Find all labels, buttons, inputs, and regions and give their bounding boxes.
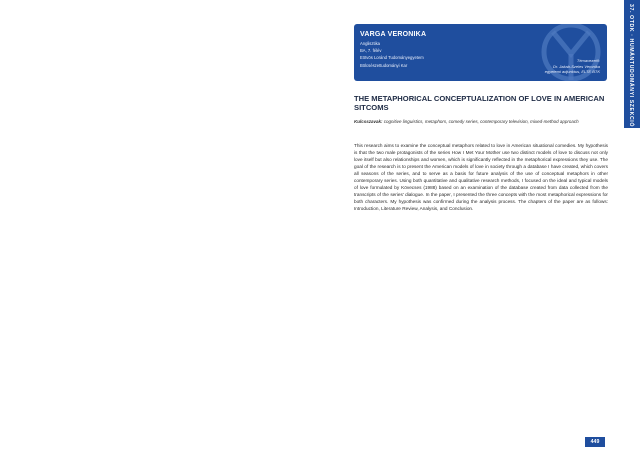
author-header-box [354, 24, 607, 81]
supervisor-label: Témavezető: [576, 58, 600, 63]
article-title: THE METAPHORICAL CONCEPTUALIZATION OF LOVE IN AMERICAN SITCOMS [354, 94, 605, 113]
author-name: VARGA VERONIKA [360, 31, 427, 38]
keywords-text: cognitive linguistics, metaphors, comedy series, contemporary television, mixed-method approach [383, 119, 579, 124]
section-side-tab [624, 0, 640, 128]
keywords-label: Kulcsszavak: [354, 119, 383, 124]
author-semester: BA, 7. félév [360, 48, 382, 54]
keywords-line [354, 119, 610, 126]
supervisor-title: egyetemi adjunktus, ELTE BTK [544, 69, 600, 75]
author-university: Eötvös Loránd Tudományegyetem [360, 55, 424, 61]
author-faculty: Bölcsészettudományi Kar [360, 62, 408, 68]
author-major: Anglisztika [360, 41, 381, 46]
supervisor-name: Dr. Jakab-Szeles Veronika [552, 63, 600, 69]
supervisor-info [545, 58, 600, 75]
page-number: 449 [585, 437, 605, 447]
abstract-text: This research aims to examine the conceptual metaphors related to love in American situational comedies. My hypothesis is that the two male protagonists of the series How I Met Your Mother use two distinct models of love to discuss not only love itself but also relationships and women, which is significantly reflected in the metaphorical expressions they use. The goal of the research is to present the American models of love in society through a database I have created, which covers all seasons of the series, and to serve as a basis for future analysis of the use of conceptual metaphors in other contemporary series. Using both quantitative and qualitative research methods, I focused on the ideal and typical models of love formulated by Kövecses (1988) based on an examination of the database created from data collected from the transcripts of the series' dialogue. In the paper, I presented the three concepts with the most metaphorical expressions for both characters. My hypothesis was confirmed during the analysis process. The chapters of the paper are as follows: Introduction, Literature Review, Analysis, and Conclusion. [354, 143, 608, 211]
section-label: 37. OTDK · HUMÁNTUDOMÁNYI SZEKCIÓ [628, 4, 634, 127]
author-info [360, 40, 424, 69]
